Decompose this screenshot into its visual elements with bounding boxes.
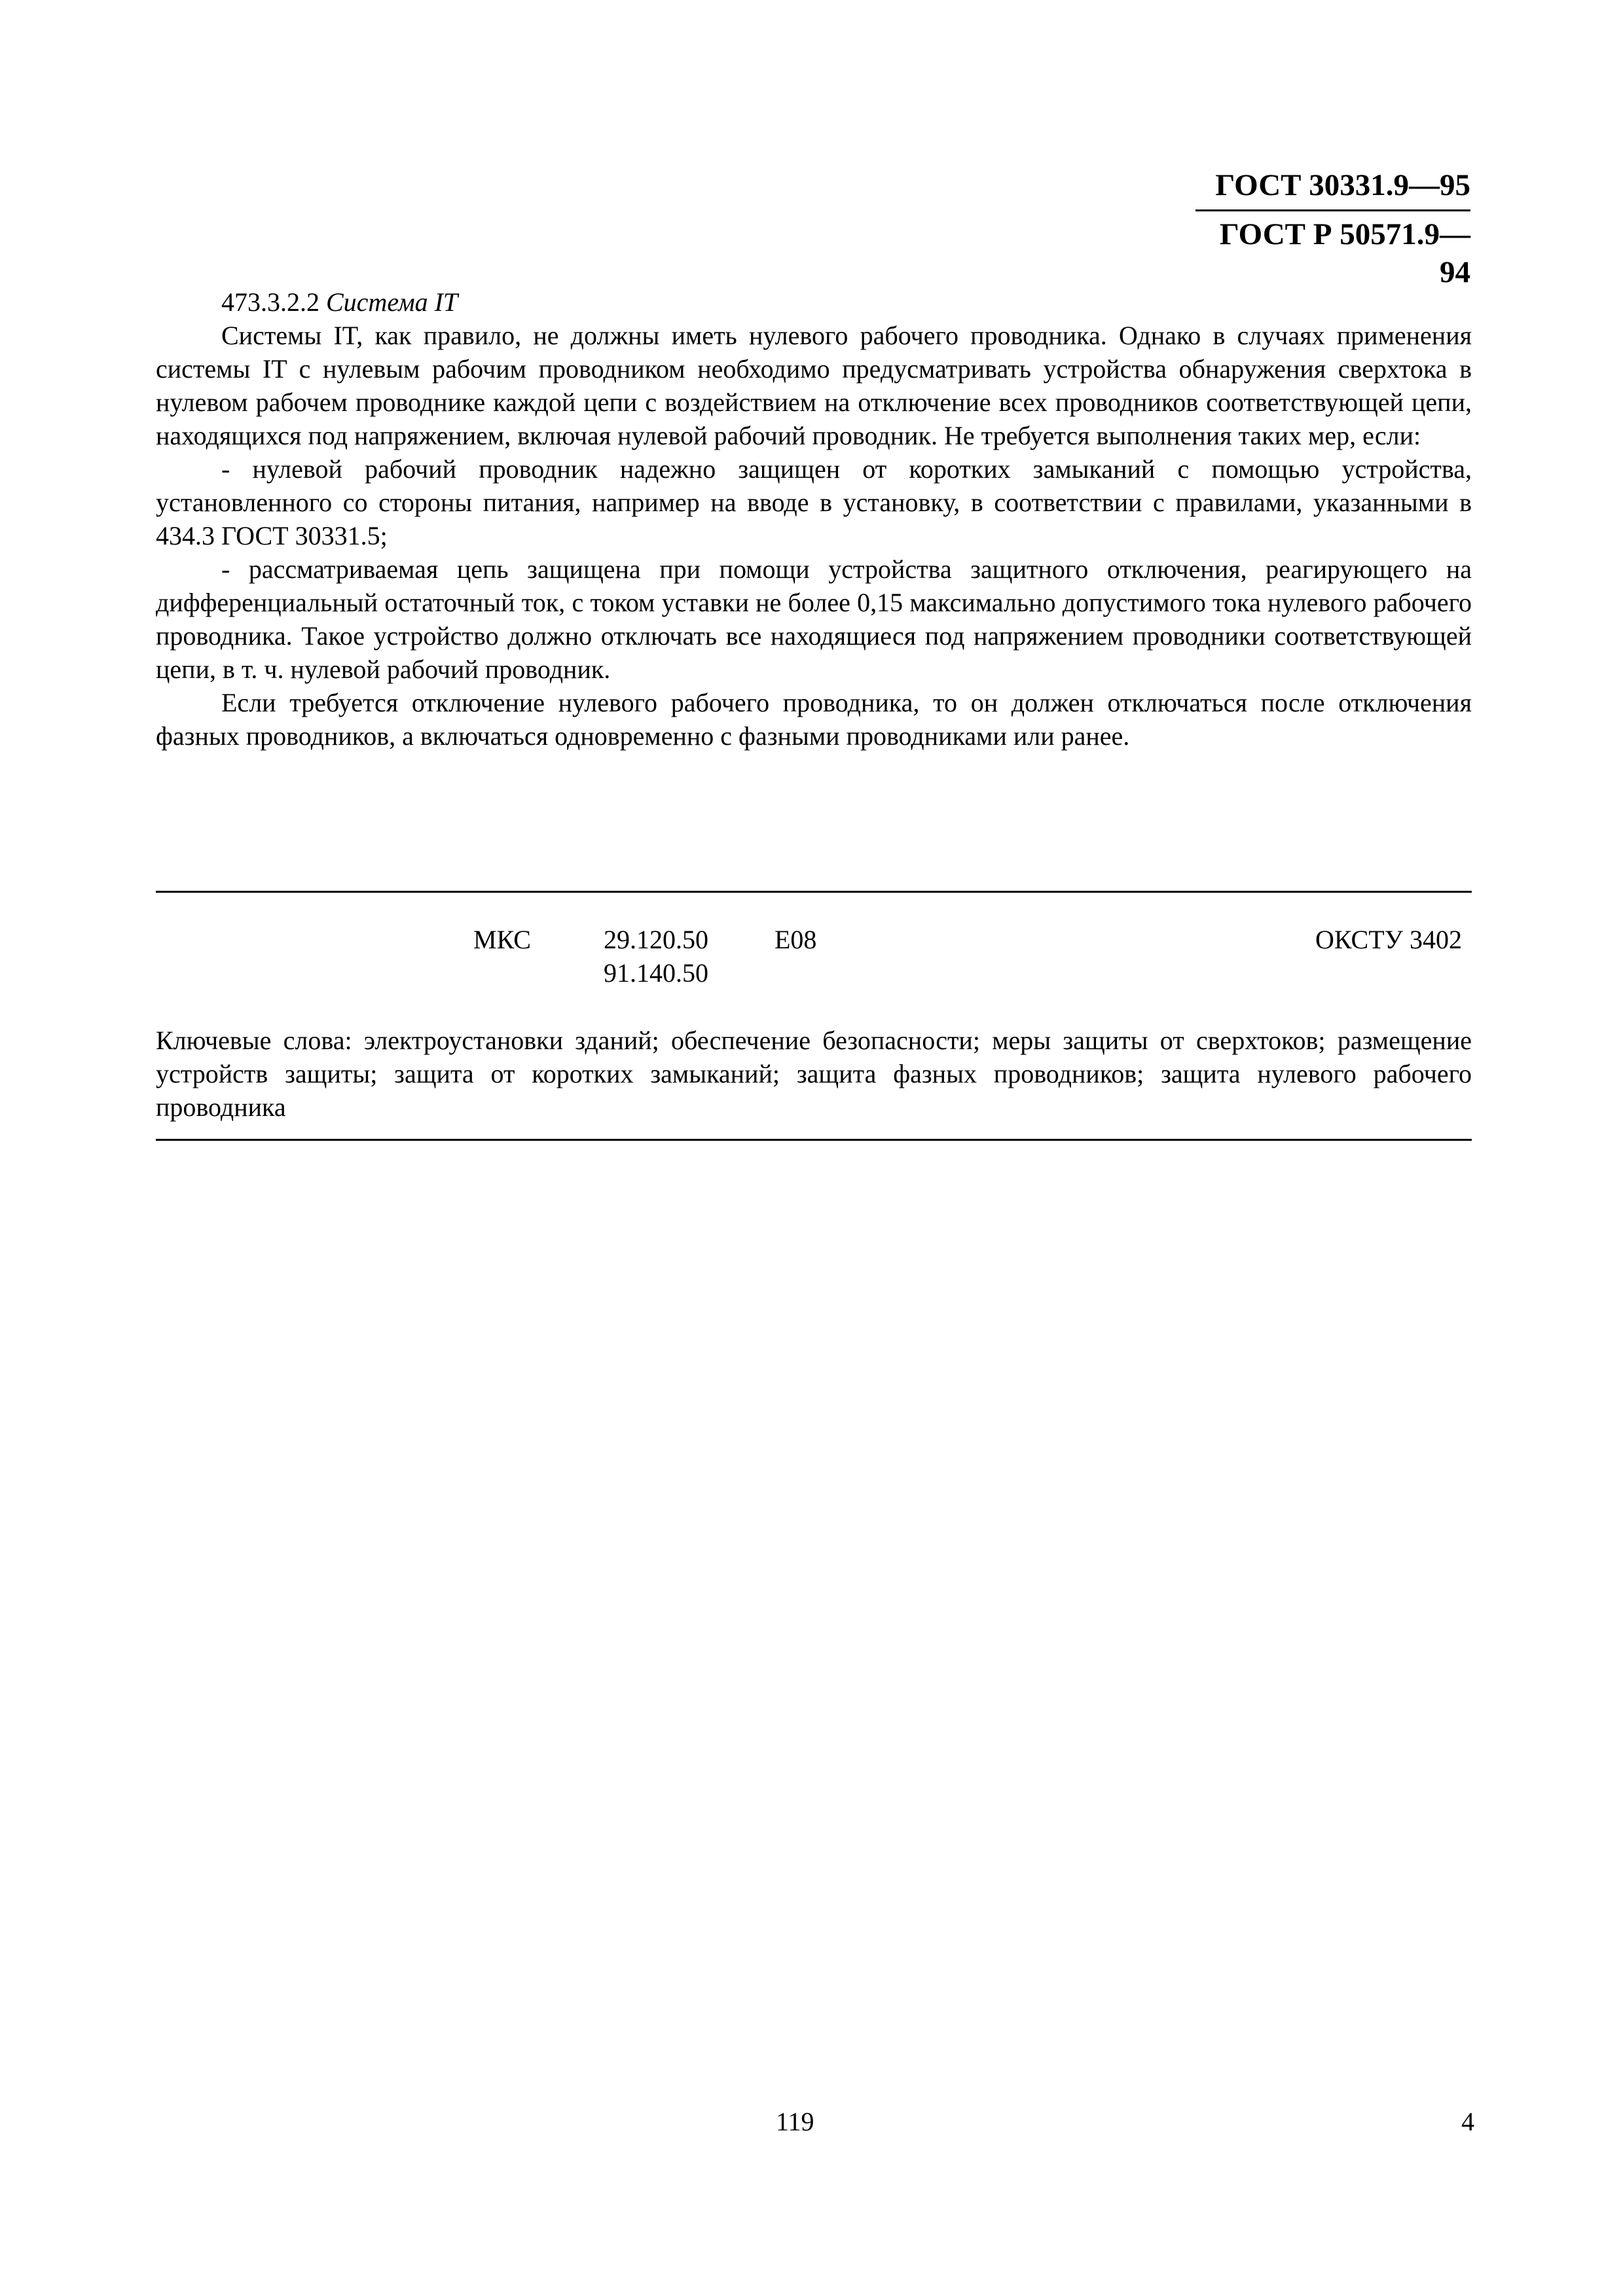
- e-code: Е08: [775, 925, 817, 954]
- divider-bottom: [156, 1139, 1472, 1141]
- oksty-code: ОКСТУ 3402: [1315, 925, 1462, 954]
- document-body: [156, 285, 1472, 753]
- paragraph: Если требуется отключение нулевого рабочего проводника, то он должен отключаться после отключения фазных проводников, а включаться одновременно с фазными проводниками или ранее.: [156, 688, 1472, 751]
- keywords: Ключевые слова: электроустановки зданий; обеспечение безопасности; меры защиты от сверхтоков; размещение устройств защиты; защита от коротких замыканий; защита фазных проводников; защита нулевого рабочего проводника: [156, 1026, 1472, 1122]
- standard-code-gost: ГОСТ 30331.9—95: [1195, 162, 1470, 211]
- paragraph: - рассматриваемая цепь защищена при помощи устройства защитного отключения, реагирующего на дифференциальный остаточный ток, с током уставки не более 0,15 максимально допустимого тока нулевого рабочего проводника. Такое устройство должно отключать все находящиеся под напряжением проводники соответствующей цепи, в т. ч. нулевой рабочий проводник.: [156, 554, 1472, 684]
- section-title: Система IT: [326, 287, 458, 317]
- paragraph: Системы IT, как правило, не должны иметь нулевого рабочего проводника. Однако в случаях применения системы IT с нулевым рабочим проводником необходимо предусматривать устройства обнаружения сверхтока в нулевом рабочем проводнике каждой цепи с воздействием на отключение всех проводников соответствующей цепи, находящихся под напряжением, включая нулевой рабочий проводник. Не требуется выполнения таких мер, если:: [156, 321, 1472, 450]
- document-header: [1195, 162, 1470, 296]
- mks-label: МКС: [473, 925, 531, 954]
- paragraph: - нулевой рабочий проводник надежно защищен от коротких замыканий с помощью устройства, установленного со стороны питания, например на вводе в установку, в соответствии с правилами, указанными в 434.3 ГОСТ 30331.5;: [156, 454, 1472, 550]
- divider-top: [156, 891, 1472, 893]
- section-number: 473.3.2.2: [221, 287, 319, 317]
- mks-code: 91.140.50: [604, 958, 708, 988]
- mks-codes: [542, 923, 708, 990]
- mks-code: 29.120.50: [604, 925, 708, 954]
- standard-code-gost-r: ГОСТ Р 50571.9—94: [1219, 217, 1470, 289]
- sheet-number: 4: [1461, 2107, 1474, 2136]
- section-heading: [156, 285, 1472, 319]
- classification-block: [156, 923, 1472, 995]
- page-number: 119: [776, 2107, 814, 2136]
